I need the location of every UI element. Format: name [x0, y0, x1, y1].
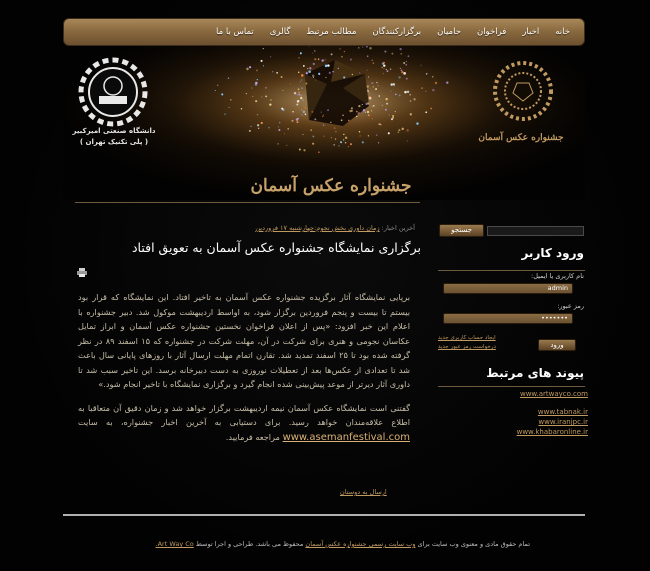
sparkle-dot	[281, 76, 283, 78]
sparkle-dot	[322, 116, 323, 117]
sparkle-dot	[400, 68, 401, 69]
sparkle-dot	[300, 97, 302, 99]
sparkle-dot	[341, 119, 343, 121]
sparkle-dot	[321, 112, 322, 113]
sparkle-dot	[358, 105, 360, 107]
festival-logo-text: جشنواره عکس آسمان	[478, 133, 564, 143]
sparkle-dot	[278, 129, 280, 131]
sparkle-dot	[446, 81, 448, 83]
sparkle-dot	[359, 72, 360, 73]
sparkle-dot	[410, 113, 412, 115]
divider	[438, 386, 585, 387]
sparkle-dot	[297, 94, 298, 95]
festival-site-link[interactable]: www.asemanfestival.com	[282, 431, 410, 443]
sparkle-dot	[338, 145, 339, 146]
sparkle-dot	[335, 131, 336, 132]
nav-item-related[interactable]: مطالب مرتبط	[306, 27, 357, 37]
sparkle-dot	[367, 85, 369, 87]
footer-copyright	[60, 540, 530, 548]
sparkle-dot	[426, 73, 428, 75]
sparkle-dot	[323, 136, 324, 137]
sparkle-dot	[290, 83, 291, 84]
sparkle-dot	[398, 76, 400, 78]
sparkle-dot	[338, 68, 340, 70]
sparkle-dot	[306, 72, 308, 74]
sparkle-dot	[368, 77, 369, 78]
sparkle-dot	[392, 117, 394, 119]
sparkle-dot	[432, 89, 434, 91]
login-heading: ورود کاربر	[521, 246, 584, 260]
sparkle-dot	[255, 100, 257, 102]
search-input[interactable]	[487, 226, 584, 236]
sparkle-dot	[299, 149, 301, 151]
sparkle-dot	[341, 56, 343, 58]
sparkle-dot	[367, 70, 368, 71]
sparkle-dot	[372, 86, 374, 88]
sparkle-dot	[340, 141, 342, 143]
sparkle-dot	[251, 87, 252, 88]
sparkle-dot	[385, 98, 387, 100]
sparkle-dot	[391, 53, 393, 55]
sparkle-dot	[217, 85, 218, 86]
sparkle-dot	[432, 76, 434, 78]
sparkle-dot	[287, 128, 289, 130]
sparkle-dot	[302, 134, 303, 135]
sparkle-dot	[301, 109, 303, 111]
sparkle-dot	[294, 92, 296, 94]
sparkle-dot	[276, 72, 278, 74]
sparkle-dot	[395, 111, 396, 112]
sparkle-dot	[312, 143, 314, 145]
article-text: گفتنی است نمایشگاه عکس آسمان نیمه اردیبهشت برگزار خواهد شد و زمان دقیق آن متعاقبا به اطلاع علاقه‌مندان خواهد رسید. برای دستیابی به آخرین اخبار جشنواره، به سایت	[78, 402, 410, 427]
sparkle-dot	[384, 50, 386, 52]
sparkle-dot	[350, 143, 352, 145]
sparkle-dot	[362, 141, 364, 143]
article-title: برگزاری نمایشگاه جشنواره عکس آسمان به تعویق افتاد	[131, 240, 421, 255]
sparkle-dot	[304, 107, 306, 109]
sparkle-dot	[371, 82, 373, 84]
sparkle-dot	[257, 79, 258, 80]
sparkle-dot	[303, 149, 305, 151]
sparkle-dot	[265, 96, 267, 98]
sparkle-dot	[249, 130, 251, 132]
sparkle-dot	[343, 139, 344, 140]
sparkle-dot	[393, 83, 395, 85]
sparkle-dot	[360, 135, 361, 136]
sparkle-dot	[305, 83, 307, 85]
sparkle-dot	[380, 124, 381, 125]
sparkle-dot	[350, 58, 352, 60]
related-link[interactable]: www.tabnak.ir	[537, 408, 588, 416]
sparkle-dot	[308, 70, 311, 73]
sparkle-dot	[313, 63, 315, 65]
related-link[interactable]: www.khabaronline.ir	[516, 428, 588, 436]
sparkle-dot	[383, 62, 385, 64]
footer-site-link[interactable]: وب سایت رسمی جشنواره عکس آسمان	[305, 540, 416, 548]
sparkle-dot	[327, 64, 329, 66]
sparkle-dot	[307, 68, 308, 69]
banner-title: جشنواره عکس آسمان	[250, 176, 412, 196]
sparkle-dot	[391, 118, 393, 120]
sparkle-dot	[333, 144, 334, 145]
sparkle-dot	[401, 53, 402, 54]
sparkle-dot	[318, 73, 320, 75]
article-paragraph: برپایی نمایشگاه آثار برگزیده جشنواره عکس آسمان به تاخیر افتاد. این نمایشگاه که قرار بود بیستم تا بیست و پنجم فروردین برگزار شود، به اواسط اردیبهشت موکول شد. دبیر جشنواره با اعلام این خبر افزود: «پس از اعلان فراخوان نخستین جشنواره عکس آسمان و ابراز تمایل عکاسان نجومی و هنری برای شرکت در آن، مهلت شرکت در جشنواره که ۱۵ اسفند ۸۹ در نظر گرفته شده بود تا ۲۵ اسفند تمدید شد. تقارن اتمام مهلت ارسال آثار با روزهای پایانی سال باعث شد تا تعدادی از عکس‌ها بعد از تعطیلات نوروزی به دست دبیرخانه برسد. این تاخیر سبب شد تا داوری آثار دیرتر از موعد پیش‌بینی شده انجام گیرد و برگزاری نمایشگاه با تاخیر انجام شود.»	[78, 292, 410, 389]
nav-item-contact[interactable]: تماس با ما	[216, 27, 254, 37]
sparkle-dot	[367, 102, 369, 104]
sparkle-dot	[297, 100, 300, 103]
sparkle-dot	[291, 120, 293, 122]
sparkle-dot	[300, 81, 301, 82]
sparkle-dot	[378, 142, 379, 143]
sparkle-dot	[301, 114, 302, 115]
sparkle-dot	[241, 108, 243, 110]
sparkle-dot	[344, 51, 345, 52]
sparkle-dot	[330, 122, 331, 123]
sparkle-dot	[323, 124, 324, 125]
sparkle-dot	[303, 65, 305, 67]
sparkle-dot	[261, 96, 262, 97]
sparkle-dot	[270, 99, 272, 101]
sparkle-dot	[224, 113, 225, 114]
sparkle-dot	[297, 121, 299, 123]
divider	[75, 202, 420, 203]
sparkle-dot	[343, 76, 345, 78]
sparkle-dot	[385, 109, 387, 111]
sparkle-dot	[376, 134, 377, 135]
sparkle-dot	[377, 85, 378, 86]
article-body	[78, 290, 410, 454]
nav-item-home[interactable]: خانه	[555, 27, 570, 37]
sparkle-dot	[372, 118, 373, 119]
sparkle-dot	[263, 48, 264, 49]
search-button[interactable]: جستجو	[439, 224, 484, 237]
sparkle-dot	[405, 64, 407, 66]
sparkle-dot	[358, 112, 360, 114]
sparkle-dot	[389, 114, 390, 115]
sparkle-dot	[383, 68, 384, 69]
university-logo-icon	[81, 60, 145, 124]
sparkle-dot	[387, 70, 389, 72]
sparkle-dot	[298, 88, 300, 90]
sparkle-dot	[298, 92, 300, 94]
nav-item-call[interactable]: فراخوان	[476, 27, 507, 37]
sparkle-dot	[329, 72, 331, 74]
sparkle-dot	[301, 87, 303, 89]
sparkle-dot	[390, 91, 391, 92]
sparkle-dot	[255, 82, 257, 84]
sparkle-dot	[301, 95, 302, 96]
sparkle-dot	[351, 107, 353, 109]
sparkle-dot	[395, 94, 397, 96]
sparkle-dot	[269, 103, 271, 105]
nav-item-gallery[interactable]: گالری	[269, 27, 291, 37]
sparkle-dot	[372, 62, 374, 64]
sparkle-dot	[229, 107, 230, 108]
sparkle-dot	[252, 96, 253, 97]
create-account-link[interactable]: ایجاد حساب کاربری جدید	[438, 335, 496, 341]
sparkle-dot	[298, 57, 299, 58]
sparkle-dot	[398, 131, 400, 133]
sparkle-dot	[325, 65, 328, 68]
sparkle-dot	[331, 137, 332, 138]
sparkle-dot	[369, 97, 372, 100]
sparkle-dot	[408, 55, 410, 57]
sparkle-dot	[369, 93, 370, 94]
sparkle-dot	[406, 78, 408, 80]
sparkle-dot	[386, 103, 388, 105]
footer-divider	[63, 514, 585, 516]
sparkle-dot	[398, 129, 400, 131]
sparkle-dot	[334, 127, 336, 129]
sparkle-dot	[367, 55, 368, 56]
sparkle-dot	[381, 67, 383, 69]
sparkle-dot	[416, 122, 418, 124]
sparkle-dot	[425, 111, 427, 113]
sparkle-dot	[349, 110, 351, 112]
sparkle-dot	[313, 77, 314, 78]
sparkle-dot	[352, 74, 353, 75]
sparkle-dot	[315, 80, 316, 81]
sparkle-dot	[368, 114, 370, 116]
sparkle-dot	[368, 91, 369, 92]
sparkle-dot	[250, 126, 251, 127]
sparkle-dot	[314, 50, 315, 51]
sparkle-dot	[298, 72, 300, 74]
sparkle-dot	[339, 48, 340, 49]
sparkle-dot	[399, 94, 401, 96]
password-label: رمز عبور:	[557, 302, 584, 310]
footer-designer-link[interactable]: Art Way Co.	[155, 540, 194, 548]
sparkle-dot	[383, 73, 384, 74]
footer-text: محفوظ می باشد. طراحی و اجرا توسط	[195, 540, 304, 548]
nav-item-news[interactable]: اخبار	[522, 27, 540, 37]
sparkle-dot	[356, 116, 357, 117]
sparkle-dot	[343, 134, 345, 136]
divider	[438, 270, 585, 271]
sparkle-dot	[311, 111, 313, 113]
sparkle-dot	[282, 90, 283, 91]
sparkle-dot	[403, 62, 405, 64]
sparkle-dot	[356, 111, 358, 113]
related-links-heading: پیوند های مرتبط	[486, 366, 584, 380]
sparkle-dot	[386, 69, 387, 70]
sparkle-dot	[310, 129, 311, 130]
sparkle-dot	[305, 114, 307, 116]
sparkle-dot	[404, 91, 407, 94]
sparkle-dot	[372, 106, 373, 107]
university-name	[69, 126, 159, 148]
sparkle-dot	[413, 98, 415, 100]
sparkle-dot	[277, 143, 279, 145]
sparkle-dot	[403, 72, 406, 75]
sparkle-dot	[257, 124, 259, 126]
sparkle-dot	[312, 74, 315, 77]
print-icon[interactable]	[77, 268, 87, 277]
related-link[interactable]: www.iranjpc.ir	[538, 418, 588, 426]
latest-news-label: آخرین اخبار:	[381, 224, 415, 232]
sparkle-dot	[425, 91, 426, 92]
sparkle-dot	[365, 112, 366, 113]
sparkle-dot	[272, 71, 273, 72]
sparkle-dot	[318, 59, 319, 60]
password-field[interactable]: •••••••	[443, 313, 573, 324]
sparkle-dot	[375, 88, 377, 90]
sparkle-dot	[284, 133, 285, 134]
nav-item-organizers[interactable]: برگزارکنندگان	[372, 27, 422, 37]
sparkle-dot	[314, 58, 316, 60]
sparkle-dot	[286, 145, 287, 146]
sparkle-dot	[391, 83, 393, 85]
username-label: نام کاربری یا ایمیل:	[531, 272, 584, 280]
sparkle-dot	[263, 65, 264, 66]
sparkle-dot	[388, 132, 390, 134]
sparkle-dot	[392, 115, 394, 117]
university-name-line2: ( پلی تکنیک تهران )	[79, 138, 149, 146]
sparkle-dot	[383, 65, 385, 67]
sparkle-dot	[292, 111, 293, 112]
university-name-line1: دانشگاه صنعتی امیرکبیر	[72, 127, 156, 135]
sparkle-dot	[249, 66, 251, 68]
sparkle-dot	[309, 67, 311, 69]
sparkle-dot	[382, 105, 383, 106]
sparkle-dot	[345, 137, 347, 139]
footer-text: تمام حقوق مادی و معنوی وب سایت برای	[417, 540, 530, 548]
sparkle-dot	[278, 126, 279, 127]
sparkle-dot	[314, 118, 316, 120]
sparkle-dot	[246, 93, 247, 94]
sparkle-dot	[246, 68, 249, 71]
sparkle-dot	[303, 110, 306, 113]
sparkle-dot	[296, 118, 299, 121]
sparkle-dot	[327, 109, 329, 111]
request-password-link[interactable]: درخواست رمز عبور جدید	[438, 344, 496, 350]
login-button[interactable]: ورود	[538, 339, 576, 351]
sparkle-dot	[265, 87, 266, 88]
sparkle-dot	[323, 115, 324, 116]
sparkle-dot	[256, 70, 258, 72]
sparkle-dot	[215, 90, 216, 91]
latest-news-link[interactable]: زمان داوری بخش نجوم:چهارشنبه ۱۷ فروردین	[255, 224, 380, 232]
sparkle-dot	[302, 100, 303, 101]
sparkle-dot	[401, 71, 403, 73]
sparkle-dot	[362, 47, 363, 48]
sparkle-dot	[298, 94, 300, 96]
nav-item-sponsors[interactable]: حامیان	[437, 27, 461, 37]
sparkle-dot	[371, 110, 373, 112]
sparkle-dot	[325, 77, 326, 78]
sparkle-dot	[407, 91, 409, 93]
sparkle-dot	[348, 120, 350, 122]
sparkle-dot	[430, 108, 432, 110]
sparkle-dot	[279, 122, 280, 123]
sparkle-dot	[399, 48, 401, 50]
sparkle-dot	[257, 114, 258, 115]
sparkle-dot	[230, 99, 231, 100]
sparkle-dot	[312, 53, 313, 54]
sparkle-dot	[401, 69, 403, 71]
sparkle-dot	[258, 128, 259, 129]
sparkle-dot	[318, 151, 320, 153]
sparkle-dot	[406, 61, 407, 62]
sparkle-dot	[372, 60, 373, 61]
sparkle-dot	[435, 82, 437, 84]
sparkle-dot	[407, 140, 408, 141]
sparkle-dot	[420, 65, 421, 66]
sparkle-dot	[368, 135, 369, 136]
sparkle-dot	[342, 115, 343, 116]
sparkle-dot	[335, 138, 336, 139]
sparkle-dot	[363, 109, 365, 111]
sparkle-dot	[362, 104, 363, 105]
sparkle-dot	[322, 59, 324, 61]
header-banner	[63, 46, 585, 200]
sparkle-dot	[228, 78, 229, 79]
sparkle-dot	[367, 90, 369, 92]
sparkle-dot	[369, 47, 371, 49]
sparkle-dot	[268, 127, 270, 129]
sparkle-dot	[390, 69, 391, 70]
sparkle-dot	[409, 94, 411, 96]
username-field[interactable]: admin	[443, 283, 573, 294]
sparkle-dot	[359, 131, 361, 133]
sparkle-dot	[402, 128, 404, 130]
sparkle-dot	[261, 122, 263, 124]
sparkle-dot	[410, 100, 412, 102]
sparkle-dot	[301, 74, 304, 77]
sparkle-dot	[296, 104, 298, 106]
related-link[interactable]: www.artwayco.com	[519, 390, 588, 398]
sparkle-dot	[324, 59, 325, 60]
sparkle-dot	[367, 111, 369, 113]
sparkle-dot	[270, 56, 271, 57]
sparkle-dot	[300, 52, 302, 54]
sparkle-dot	[221, 93, 223, 95]
send-to-friends-link[interactable]: ارسال به دوستان	[340, 488, 387, 496]
sparkle-dot	[373, 105, 375, 107]
article-text: مراجعه فرمایید.	[225, 431, 280, 442]
sparkle-dot	[331, 53, 333, 55]
sparkle-dot	[358, 47, 359, 48]
sparkle-dot	[406, 129, 408, 131]
sparkle-dot	[332, 71, 333, 72]
sparkle-dot	[348, 146, 349, 147]
sparkle-dot	[261, 60, 263, 62]
article-paragraph	[78, 401, 410, 446]
sparkle-dot	[345, 142, 346, 143]
sparkle-dot	[312, 135, 314, 137]
main-navigation	[63, 18, 585, 46]
sparkle-dot	[281, 108, 283, 110]
sparkle-dot	[378, 95, 380, 97]
sparkle-dot	[421, 87, 422, 88]
latest-news-ticker	[75, 224, 415, 232]
sparkle-dot	[376, 82, 377, 83]
sparkle-dot	[301, 79, 302, 80]
